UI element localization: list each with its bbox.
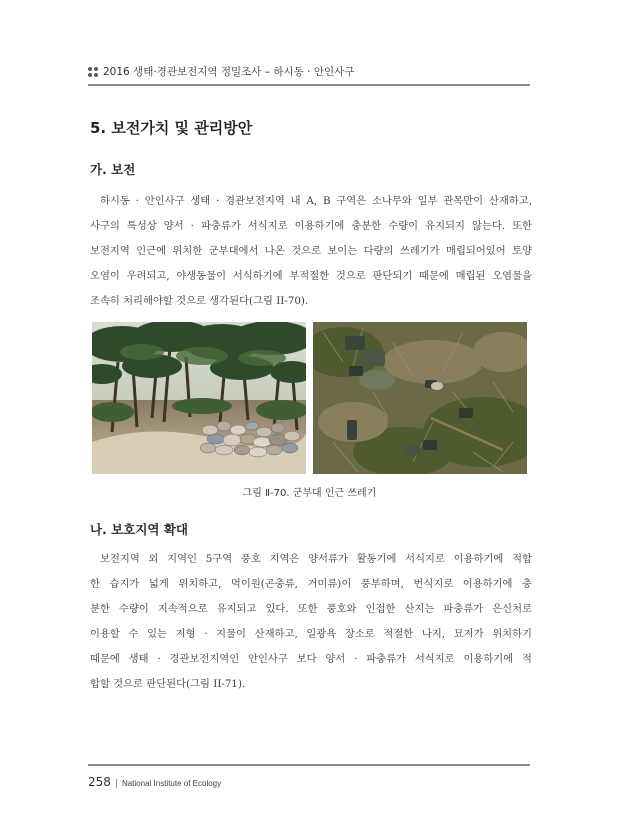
subsection-title-conservation: 가. 보전 xyxy=(90,162,136,177)
page-footer xyxy=(88,771,221,790)
photo-garbage-in-grass xyxy=(313,322,527,474)
paragraph-line: 사구의 특성상 양서 · 파충류가 서식지로 이용하기에 충분한 수량이 유지되지 않는다. 또한 xyxy=(90,220,532,232)
paragraph-line: 분한 수량이 지속적으로 유지되고 있다. 또한 풍호와 인접한 산지는 파충류가 은신처로 xyxy=(90,603,532,615)
paragraph-line: 한 습지가 넓게 위치하고, 먹이원(곤충류, 거미류)이 풍부하며, 번식지로 이용하기에 충 xyxy=(90,578,532,590)
section-title: 5. 보전가치 및 관리방안 xyxy=(90,119,253,137)
subsection-title-protection-expansion: 나. 보호지역 확대 xyxy=(90,522,188,537)
header-divider xyxy=(88,84,530,86)
paragraph-line: 보전지역 인근에 위치한 군부대에서 나온 것으로 보이는 다량의 쓰레기가 매립되어있어 토양 xyxy=(90,245,532,257)
footer-divider xyxy=(88,764,530,766)
paragraph-protection-expansion xyxy=(90,547,532,697)
header-dots-icon xyxy=(88,67,100,77)
photo-pine-forest-rocks xyxy=(92,322,306,474)
paragraph-line: 때문에 생태 · 경관보전지역인 안인사구 보다 양서 · 파충류가 서식지로 이용하기에 적 xyxy=(90,653,532,665)
paragraph-line: 조속히 처리해야할 것으로 생각된다(그림 II-70). xyxy=(90,295,309,307)
page-number: 258 xyxy=(88,775,111,789)
paragraph-line: 오염이 우려되고, 야생동물이 서식하기에 부적절한 것으로 판단되기 때문에 매립된 오염물을 xyxy=(90,270,532,282)
paragraph-line: 하시동 · 안인사구 생태 · 경관보전지역 내 A, B 구역은 소나무와 일부 관목만이 산재하고, xyxy=(100,195,532,207)
paragraph-line: 합할 것으로 판단된다(그림 II-71). xyxy=(90,678,246,690)
header-title: 2016 생태·경관보전지역 정밀조사 – 하시동 · 안인사구 xyxy=(103,66,355,78)
running-header xyxy=(88,64,533,80)
paragraph-line: 이용할 수 있는 지형 · 지물이 산재하고, 일광욕 장소로 적절한 나지, 묘지가 위치하기 xyxy=(90,628,532,640)
paragraph-conservation xyxy=(90,189,532,314)
footer-separator: | xyxy=(114,779,118,789)
institute-name: National Institute of Ecology xyxy=(121,779,222,788)
paragraph-line: 보전지역 외 지역인 5구역 풍호 지역은 양서류가 활동기에 서식지로 이용하기에 적합 xyxy=(100,553,532,565)
figure-caption: 그림 Ⅱ-70. 군부대 인근 쓰레기 xyxy=(242,488,377,499)
